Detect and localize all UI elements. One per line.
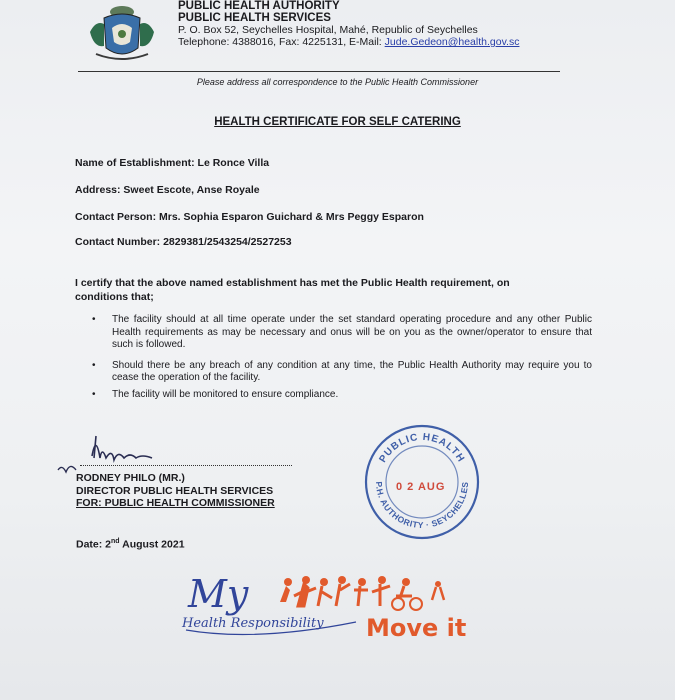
contact-person: Contact Person: Mrs. Sophia Esparon Guichard & Mrs Peggy Esparon [75, 211, 424, 223]
list-item [92, 314, 592, 352]
org-contact [178, 36, 519, 48]
date-rest: August 2021 [119, 538, 185, 551]
contact-prefix: Telephone: 4388016, Fax: 4225131, E-Mail: [178, 36, 385, 48]
bullet-icon: • [92, 388, 96, 400]
stamp-top-text: PUBLIC HEALTH [377, 431, 467, 465]
org-address: P. O. Box 52, Seychelles Hospital, Mahé, Republic of Seychelles [178, 24, 478, 36]
email-link[interactable]: Jude.Gedeon@health.gov.sc [384, 36, 520, 48]
conditions-list [92, 314, 592, 409]
coat-of-arms-icon [82, 2, 162, 62]
certificate-title: HEALTH CERTIFICATE FOR SELF CATERING [214, 116, 461, 128]
date-label: Date: 2 [76, 538, 112, 551]
certification-statement: I certify that the above named establishment has met the Public Health requirement, on conditions that; [75, 277, 510, 303]
signatory-block [76, 472, 275, 510]
org-name-line1: PUBLIC HEALTH AUTHORITY [178, 0, 340, 12]
letterhead [178, 0, 519, 48]
slogan-move-it: Move it [366, 614, 467, 642]
establishment-name: Name of Establishment: Le Ronce Villa [75, 157, 270, 169]
bullet-icon: • [92, 359, 96, 371]
signatory-name: RODNEY PHILO (MR.) [76, 472, 185, 484]
signatory-title: DIRECTOR PUBLIC HEALTH SERVICES [76, 484, 274, 497]
establishment-address: Address: Sweet Escote, Anse Royale [75, 184, 260, 196]
contact-number: Contact Number: 2829381/2543254/2527253 [75, 236, 292, 248]
bullet-icon: • [92, 314, 96, 325]
condition-text: Should there be any breach of any condition at any time, the Public Health Authority may require you to cease the operation of the facility. [112, 359, 592, 383]
slogan-responsibility: Health Responsibility [182, 616, 324, 631]
stamp-bottom-text: P.H. AUTHORITY · SEYCHELLES [373, 481, 471, 531]
signature-line [80, 465, 292, 466]
header-divider [78, 71, 560, 72]
condition-text: The facility should at all time operate under the set standard operating procedure and any other Public Health requirements as may be necessary and onus will be on you as the owner/operator to ensure that such is followed. [112, 314, 592, 350]
stamp-date: 0 2 AUG [396, 481, 446, 493]
org-name-line2: PUBLIC HEALTH SERVICES [178, 12, 331, 24]
signatory-for: FOR: PUBLIC HEALTH COMMISSIONER [76, 497, 275, 509]
condition-text: The facility will be monitored to ensure compliance. [112, 388, 339, 400]
correspondence-note: Please address all correspondence to the Public Health Commissioner [196, 77, 479, 87]
list-item [92, 389, 592, 402]
date-suffix: nd [111, 538, 120, 545]
list-item [92, 360, 592, 385]
slogan-my: My [188, 572, 249, 616]
issue-date [76, 538, 185, 551]
